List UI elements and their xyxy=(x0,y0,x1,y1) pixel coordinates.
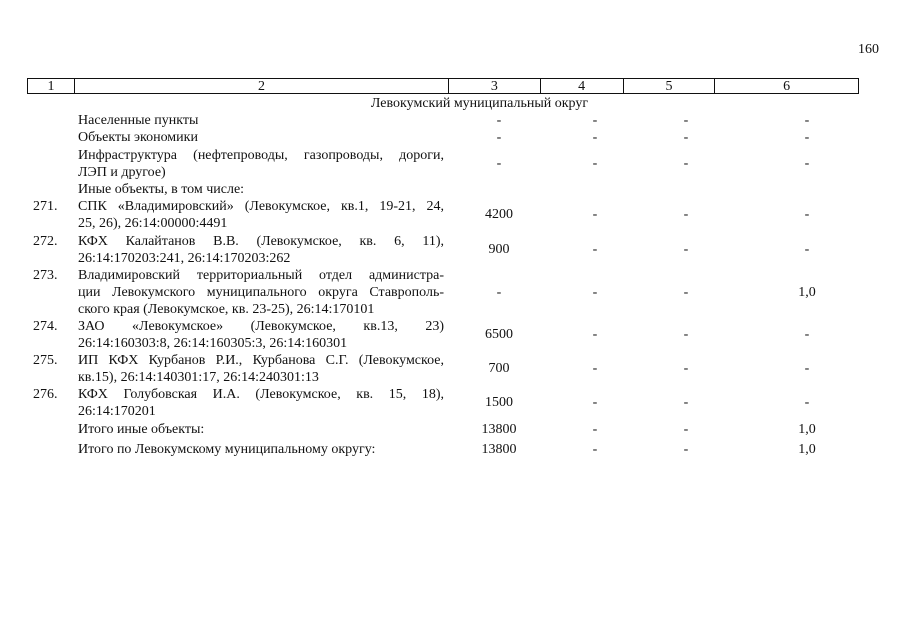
row-number: 272. xyxy=(33,234,58,249)
column-header-3: 3 xyxy=(448,79,540,93)
cell-col-6: - xyxy=(804,207,810,222)
row-object-name xyxy=(78,421,444,438)
row-number: 273. xyxy=(33,268,58,283)
cell-col-5: - xyxy=(683,361,689,376)
row-object-name xyxy=(78,352,444,386)
cell-col-4: - xyxy=(592,242,598,257)
row-object-name-line: КФХ Голубовская И.А. (Левокумское, кв. 15, 18), xyxy=(78,387,444,402)
row-number: 271. xyxy=(33,199,58,214)
row-object-name-line: КФХ Калайтанов В.В. (Левокумское, кв. 6, 11), xyxy=(78,234,444,249)
cell-col-5: - xyxy=(683,242,689,257)
cell-col-4: - xyxy=(592,442,598,457)
row-object-name xyxy=(78,233,444,267)
cell-col-4: - xyxy=(592,327,598,342)
cell-col-5: - xyxy=(683,285,689,300)
row-object-name xyxy=(78,147,444,181)
row-object-name-line: кв.15), 26:14:140301:17, 26:14:240301:13 xyxy=(78,370,319,385)
cell-col-4: - xyxy=(592,285,598,300)
cell-col-5: - xyxy=(683,395,689,410)
cell-col-5: - xyxy=(683,422,689,437)
cell-col-6: - xyxy=(804,113,810,128)
cell-col-6: - xyxy=(804,327,810,342)
cell-col-3: 6500 xyxy=(485,327,513,342)
cell-col-3: 4200 xyxy=(485,207,513,222)
row-object-name-line: Итого иные объекты: xyxy=(78,422,205,437)
cell-col-3: 900 xyxy=(488,242,510,257)
row-object-name xyxy=(78,181,444,198)
row-object-name xyxy=(78,198,444,232)
cell-col-5: - xyxy=(683,156,689,171)
column-number-header xyxy=(27,78,859,94)
row-object-name-line: ции Левокумского муниципального округа Ставрополь- xyxy=(78,285,444,300)
row-object-name-line: 26:14:170203:241, 26:14:170203:262 xyxy=(78,251,291,266)
cell-col-4: - xyxy=(592,130,598,145)
cell-col-5: - xyxy=(683,327,689,342)
row-object-name-line: 26:14:170201 xyxy=(78,404,156,419)
column-header-4: 4 xyxy=(540,79,623,93)
row-object-name-line: СПК «Владимировский» (Левокумское, кв.1, 19-21, 24, xyxy=(78,199,444,214)
row-object-name-line: 25, 26), 26:14:00000:4491 xyxy=(78,216,228,231)
column-header-2: 2 xyxy=(74,79,448,93)
row-object-name-line: Инфраструктура (нефтепроводы, газопроводы, дороги, xyxy=(78,148,444,163)
section-title: Левокумский муниципальный округ xyxy=(370,96,589,111)
cell-col-6: 1,0 xyxy=(798,422,816,437)
cell-col-3: 13800 xyxy=(481,442,517,457)
cell-col-4: - xyxy=(592,113,598,128)
row-number: 276. xyxy=(33,387,58,402)
row-object-name-line: Иные объекты, в том числе: xyxy=(78,182,245,197)
cell-col-6: - xyxy=(804,156,810,171)
row-object-name xyxy=(78,129,444,146)
page-number: 160 xyxy=(858,42,879,57)
column-header-1: 1 xyxy=(47,79,55,94)
cell-col-6: - xyxy=(804,130,810,145)
row-object-name xyxy=(78,441,444,458)
column-header-5: 5 xyxy=(623,79,715,93)
row-object-name-line: ЛЭП и другое) xyxy=(78,165,166,180)
cell-col-5: - xyxy=(683,207,689,222)
row-object-name-line: ИП КФХ Курбанов Р.И., Курбанова С.Г. (Левокумское, xyxy=(78,353,444,368)
cell-col-3: - xyxy=(496,285,502,300)
cell-col-6: - xyxy=(804,361,810,376)
row-object-name xyxy=(78,267,444,318)
cell-col-3: 1500 xyxy=(485,395,513,410)
row-object-name-line: 26:14:160303:8, 26:14:160305:3, 26:14:160301 xyxy=(78,336,348,351)
cell-col-6: - xyxy=(804,395,810,410)
row-object-name-line: Итого по Левокумскому муниципальному округу: xyxy=(78,442,376,457)
column-header-6: 6 xyxy=(714,79,858,93)
cell-col-6: 1,0 xyxy=(798,285,816,300)
row-number: 275. xyxy=(33,353,58,368)
row-object-name-line: Объекты экономики xyxy=(78,130,198,145)
cell-col-3: 13800 xyxy=(481,422,517,437)
row-object-name-line: Населенные пункты xyxy=(78,113,199,128)
row-object-name-line: Владимировский территориальный отдел администра- xyxy=(78,268,444,283)
cell-col-6: 1,0 xyxy=(798,442,816,457)
cell-col-3: 700 xyxy=(488,361,510,376)
cell-col-4: - xyxy=(592,361,598,376)
cell-col-5: - xyxy=(683,113,689,128)
row-object-name xyxy=(78,386,444,420)
cell-col-3: - xyxy=(496,156,502,171)
cell-col-5: - xyxy=(683,130,689,145)
cell-col-4: - xyxy=(592,156,598,171)
row-object-name-line: ского края (Левокумское, кв. 23-25), 26:14:170101 xyxy=(78,302,375,317)
row-object-name-line: ЗАО «Левокумское» (Левокумское, кв.13, 23) xyxy=(78,319,444,334)
cell-col-3: - xyxy=(496,130,502,145)
cell-col-5: - xyxy=(683,442,689,457)
row-number: 274. xyxy=(33,319,58,334)
cell-col-3: - xyxy=(496,113,502,128)
row-object-name xyxy=(78,318,444,352)
cell-col-4: - xyxy=(592,207,598,222)
cell-col-6: - xyxy=(804,242,810,257)
cell-col-4: - xyxy=(592,395,598,410)
cell-col-4: - xyxy=(592,422,598,437)
row-object-name xyxy=(78,112,444,129)
